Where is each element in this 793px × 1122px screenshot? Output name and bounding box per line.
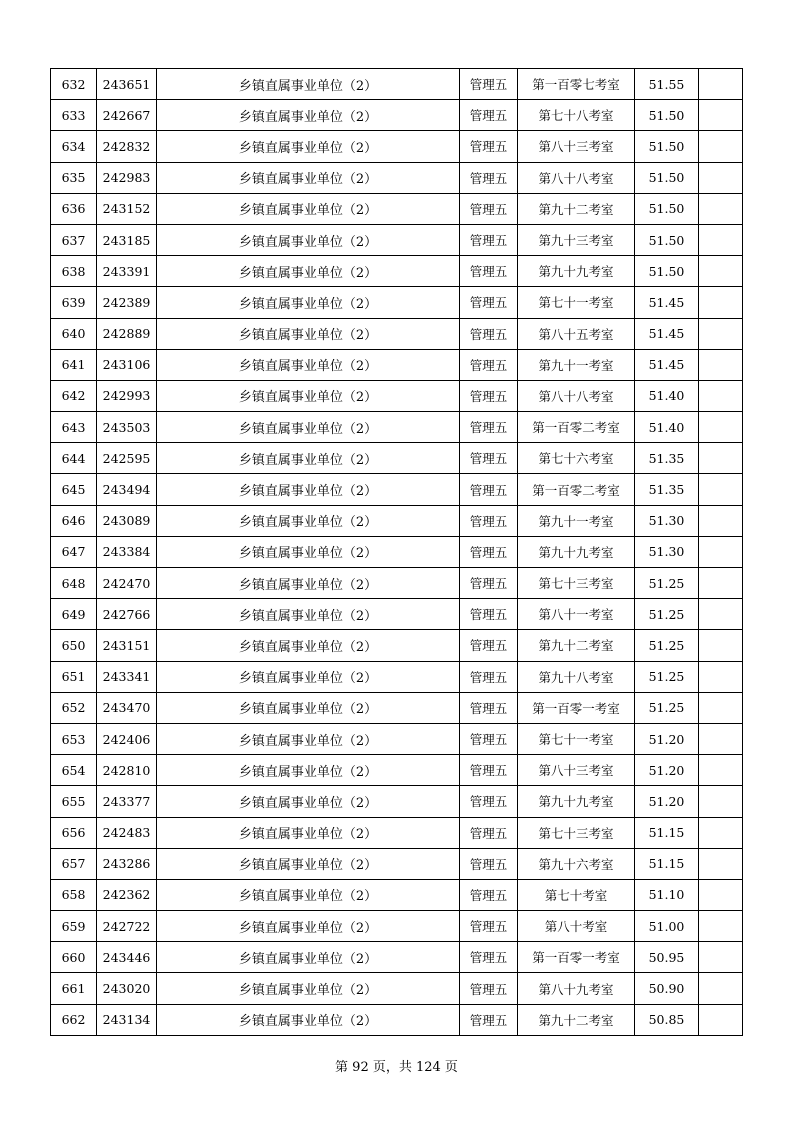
remark-cell [699,817,743,848]
unit-cell: 乡镇直属事业单位（2） [157,162,460,193]
row-number-cell: 652 [51,692,97,723]
position-level-cell: 管理五 [460,349,518,380]
table-row [51,69,743,100]
unit-cell: 乡镇直属事业单位（2） [157,848,460,879]
score-cell: 51.35 [635,474,699,505]
table-row [51,599,743,630]
table-row [51,505,743,536]
remark-cell [699,224,743,255]
table-row [51,630,743,661]
position-level-cell: 管理五 [460,817,518,848]
row-number-cell: 656 [51,817,97,848]
table-row [51,162,743,193]
score-cell: 51.50 [635,193,699,224]
exam-room-cell: 第九十三考室 [518,224,635,255]
table-row [51,568,743,599]
position-level-cell: 管理五 [460,193,518,224]
score-cell: 51.25 [635,568,699,599]
candidate-id-cell: 243503 [97,412,157,443]
table-row [51,131,743,162]
exam-room-cell: 第七十三考室 [518,817,635,848]
score-cell: 50.95 [635,942,699,973]
table-row [51,443,743,474]
unit-cell: 乡镇直属事业单位（2） [157,661,460,692]
table-row [51,100,743,131]
candidate-id-cell: 242483 [97,817,157,848]
exam-room-cell: 第八十八考室 [518,380,635,411]
remark-cell [699,69,743,100]
row-number-cell: 633 [51,100,97,131]
row-number-cell: 638 [51,256,97,287]
table-row [51,224,743,255]
row-number-cell: 641 [51,349,97,380]
position-level-cell: 管理五 [460,412,518,443]
exam-room-cell: 第七十三考室 [518,568,635,599]
score-cell: 51.15 [635,817,699,848]
unit-cell: 乡镇直属事业单位（2） [157,786,460,817]
position-level-cell: 管理五 [460,599,518,630]
remark-cell [699,474,743,505]
exam-room-cell: 第九十九考室 [518,256,635,287]
unit-cell: 乡镇直属事业单位（2） [157,973,460,1004]
row-number-cell: 634 [51,131,97,162]
position-level-cell: 管理五 [460,318,518,349]
remark-cell [699,536,743,567]
candidate-id-cell: 242722 [97,911,157,942]
table-row [51,879,743,910]
unit-cell: 乡镇直属事业单位（2） [157,536,460,567]
remark-cell [699,256,743,287]
row-number-cell: 660 [51,942,97,973]
row-number-cell: 649 [51,599,97,630]
row-number-cell: 654 [51,755,97,786]
score-cell: 51.25 [635,630,699,661]
row-number-cell: 632 [51,69,97,100]
row-number-cell: 647 [51,536,97,567]
remark-cell [699,287,743,318]
candidate-id-cell: 242810 [97,755,157,786]
exam-room-cell: 第九十九考室 [518,536,635,567]
unit-cell: 乡镇直属事业单位（2） [157,692,460,723]
unit-cell: 乡镇直属事业单位（2） [157,568,460,599]
score-cell: 51.00 [635,911,699,942]
exam-room-cell: 第一百零二考室 [518,474,635,505]
table-row [51,349,743,380]
unit-cell: 乡镇直属事业单位（2） [157,349,460,380]
unit-cell: 乡镇直属事业单位（2） [157,879,460,910]
remark-cell [699,879,743,910]
exam-room-cell: 第九十六考室 [518,848,635,879]
exam-room-cell: 第七十一考室 [518,287,635,318]
row-number-cell: 637 [51,224,97,255]
unit-cell: 乡镇直属事业单位（2） [157,599,460,630]
score-cell: 51.25 [635,599,699,630]
table-row [51,474,743,505]
position-level-cell: 管理五 [460,848,518,879]
unit-cell: 乡镇直属事业单位（2） [157,911,460,942]
remark-cell [699,723,743,754]
remark-cell [699,755,743,786]
row-number-cell: 644 [51,443,97,474]
score-cell: 51.45 [635,349,699,380]
candidate-id-cell: 242993 [97,380,157,411]
position-level-cell: 管理五 [460,256,518,287]
remark-cell [699,443,743,474]
candidate-id-cell: 243384 [97,536,157,567]
table-row [51,723,743,754]
candidate-id-cell: 243446 [97,942,157,973]
exam-room-cell: 第七十考室 [518,879,635,910]
remark-cell [699,786,743,817]
table-row [51,536,743,567]
candidate-id-cell: 243494 [97,474,157,505]
exam-room-cell: 第七十一考室 [518,723,635,754]
row-number-cell: 651 [51,661,97,692]
score-cell: 51.40 [635,412,699,443]
position-level-cell: 管理五 [460,1004,518,1035]
exam-room-cell: 第八十五考室 [518,318,635,349]
score-cell: 51.30 [635,505,699,536]
exam-room-cell: 第七十八考室 [518,100,635,131]
candidate-id-cell: 243151 [97,630,157,661]
score-cell: 51.40 [635,380,699,411]
candidate-id-cell: 242766 [97,599,157,630]
score-cell: 51.35 [635,443,699,474]
score-cell: 51.50 [635,256,699,287]
candidate-id-cell: 243152 [97,193,157,224]
candidate-id-cell: 242667 [97,100,157,131]
table-row [51,661,743,692]
remark-cell [699,349,743,380]
table-row [51,1004,743,1035]
candidate-id-cell: 243377 [97,786,157,817]
table-row [51,786,743,817]
position-level-cell: 管理五 [460,911,518,942]
score-cell: 51.45 [635,287,699,318]
candidate-id-cell: 243470 [97,692,157,723]
table-row [51,412,743,443]
results-table [50,68,743,1036]
position-level-cell: 管理五 [460,287,518,318]
table-row [51,318,743,349]
row-number-cell: 646 [51,505,97,536]
unit-cell: 乡镇直属事业单位（2） [157,380,460,411]
table-row [51,848,743,879]
candidate-id-cell: 243134 [97,1004,157,1035]
remark-cell [699,505,743,536]
position-level-cell: 管理五 [460,505,518,536]
candidate-id-cell: 242389 [97,287,157,318]
position-level-cell: 管理五 [460,131,518,162]
candidate-id-cell: 243341 [97,661,157,692]
table-row [51,692,743,723]
unit-cell: 乡镇直属事业单位（2） [157,412,460,443]
row-number-cell: 639 [51,287,97,318]
position-level-cell: 管理五 [460,692,518,723]
unit-cell: 乡镇直属事业单位（2） [157,224,460,255]
position-level-cell: 管理五 [460,973,518,1004]
row-number-cell: 658 [51,879,97,910]
table-row [51,380,743,411]
score-cell: 50.85 [635,1004,699,1035]
remark-cell [699,661,743,692]
table-row [51,256,743,287]
candidate-id-cell: 242832 [97,131,157,162]
score-cell: 51.50 [635,100,699,131]
score-cell: 51.45 [635,318,699,349]
exam-room-cell: 第九十一考室 [518,349,635,380]
score-cell: 51.50 [635,162,699,193]
row-number-cell: 642 [51,380,97,411]
exam-room-cell: 第九十二考室 [518,1004,635,1035]
exam-room-cell: 第九十八考室 [518,661,635,692]
exam-room-cell: 第一百零一考室 [518,692,635,723]
score-cell: 51.50 [635,224,699,255]
score-cell: 51.55 [635,69,699,100]
exam-room-cell: 第八十三考室 [518,131,635,162]
table-row [51,911,743,942]
row-number-cell: 650 [51,630,97,661]
remark-cell [699,942,743,973]
exam-room-cell: 第八十八考室 [518,162,635,193]
exam-room-cell: 第九十二考室 [518,193,635,224]
score-cell: 51.20 [635,755,699,786]
row-number-cell: 643 [51,412,97,443]
position-level-cell: 管理五 [460,443,518,474]
candidate-id-cell: 242595 [97,443,157,474]
remark-cell [699,568,743,599]
score-cell: 51.25 [635,692,699,723]
table-row [51,193,743,224]
table-row [51,817,743,848]
unit-cell: 乡镇直属事业单位（2） [157,287,460,318]
row-number-cell: 653 [51,723,97,754]
exam-room-cell: 第九十一考室 [518,505,635,536]
remark-cell [699,848,743,879]
remark-cell [699,131,743,162]
remark-cell [699,630,743,661]
candidate-id-cell: 243106 [97,349,157,380]
unit-cell: 乡镇直属事业单位（2） [157,100,460,131]
unit-cell: 乡镇直属事业单位（2） [157,630,460,661]
exam-room-cell: 第八十一考室 [518,599,635,630]
unit-cell: 乡镇直属事业单位（2） [157,131,460,162]
unit-cell: 乡镇直属事业单位（2） [157,256,460,287]
remark-cell [699,100,743,131]
unit-cell: 乡镇直属事业单位（2） [157,723,460,754]
candidate-id-cell: 242406 [97,723,157,754]
remark-cell [699,692,743,723]
candidate-id-cell: 242983 [97,162,157,193]
remark-cell [699,380,743,411]
unit-cell: 乡镇直属事业单位（2） [157,1004,460,1035]
position-level-cell: 管理五 [460,69,518,100]
unit-cell: 乡镇直属事业单位（2） [157,193,460,224]
unit-cell: 乡镇直属事业单位（2） [157,69,460,100]
exam-room-cell: 第七十六考室 [518,443,635,474]
unit-cell: 乡镇直属事业单位（2） [157,318,460,349]
exam-room-cell: 第九十二考室 [518,630,635,661]
position-level-cell: 管理五 [460,536,518,567]
candidate-id-cell: 242362 [97,879,157,910]
position-level-cell: 管理五 [460,755,518,786]
remark-cell [699,911,743,942]
position-level-cell: 管理五 [460,224,518,255]
unit-cell: 乡镇直属事业单位（2） [157,443,460,474]
candidate-id-cell: 242470 [97,568,157,599]
position-level-cell: 管理五 [460,100,518,131]
table-row [51,755,743,786]
row-number-cell: 635 [51,162,97,193]
unit-cell: 乡镇直属事业单位（2） [157,942,460,973]
remark-cell [699,1004,743,1035]
score-cell: 51.20 [635,786,699,817]
row-number-cell: 645 [51,474,97,505]
candidate-id-cell: 243185 [97,224,157,255]
remark-cell [699,193,743,224]
position-level-cell: 管理五 [460,786,518,817]
score-cell: 51.15 [635,848,699,879]
exam-room-cell: 第一百零七考室 [518,69,635,100]
row-number-cell: 659 [51,911,97,942]
score-cell: 51.30 [635,536,699,567]
table-row [51,973,743,1004]
unit-cell: 乡镇直属事业单位（2） [157,755,460,786]
unit-cell: 乡镇直属事业单位（2） [157,817,460,848]
candidate-id-cell: 243089 [97,505,157,536]
unit-cell: 乡镇直属事业单位（2） [157,474,460,505]
row-number-cell: 657 [51,848,97,879]
exam-room-cell: 第一百零二考室 [518,412,635,443]
position-level-cell: 管理五 [460,630,518,661]
candidate-id-cell: 243391 [97,256,157,287]
candidate-id-cell: 243020 [97,973,157,1004]
row-number-cell: 662 [51,1004,97,1035]
remark-cell [699,973,743,1004]
exam-room-cell: 第九十九考室 [518,786,635,817]
remark-cell [699,412,743,443]
position-level-cell: 管理五 [460,879,518,910]
exam-room-cell: 第八十三考室 [518,755,635,786]
score-cell: 50.90 [635,973,699,1004]
position-level-cell: 管理五 [460,474,518,505]
row-number-cell: 648 [51,568,97,599]
row-number-cell: 661 [51,973,97,1004]
unit-cell: 乡镇直属事业单位（2） [157,505,460,536]
row-number-cell: 640 [51,318,97,349]
table-row [51,942,743,973]
position-level-cell: 管理五 [460,661,518,692]
exam-room-cell: 第八十考室 [518,911,635,942]
exam-room-cell: 第八十九考室 [518,973,635,1004]
position-level-cell: 管理五 [460,942,518,973]
candidate-id-cell: 242889 [97,318,157,349]
row-number-cell: 655 [51,786,97,817]
candidate-id-cell: 243286 [97,848,157,879]
row-number-cell: 636 [51,193,97,224]
position-level-cell: 管理五 [460,723,518,754]
position-level-cell: 管理五 [460,568,518,599]
score-cell: 51.25 [635,661,699,692]
page-footer: 第 92 页，共 124 页 [335,1060,458,1075]
candidate-id-cell: 243651 [97,69,157,100]
remark-cell [699,599,743,630]
score-cell: 51.50 [635,131,699,162]
position-level-cell: 管理五 [460,380,518,411]
position-level-cell: 管理五 [460,162,518,193]
remark-cell [699,318,743,349]
exam-room-cell: 第一百零一考室 [518,942,635,973]
remark-cell [699,162,743,193]
score-cell: 51.10 [635,879,699,910]
score-cell: 51.20 [635,723,699,754]
table-row [51,287,743,318]
